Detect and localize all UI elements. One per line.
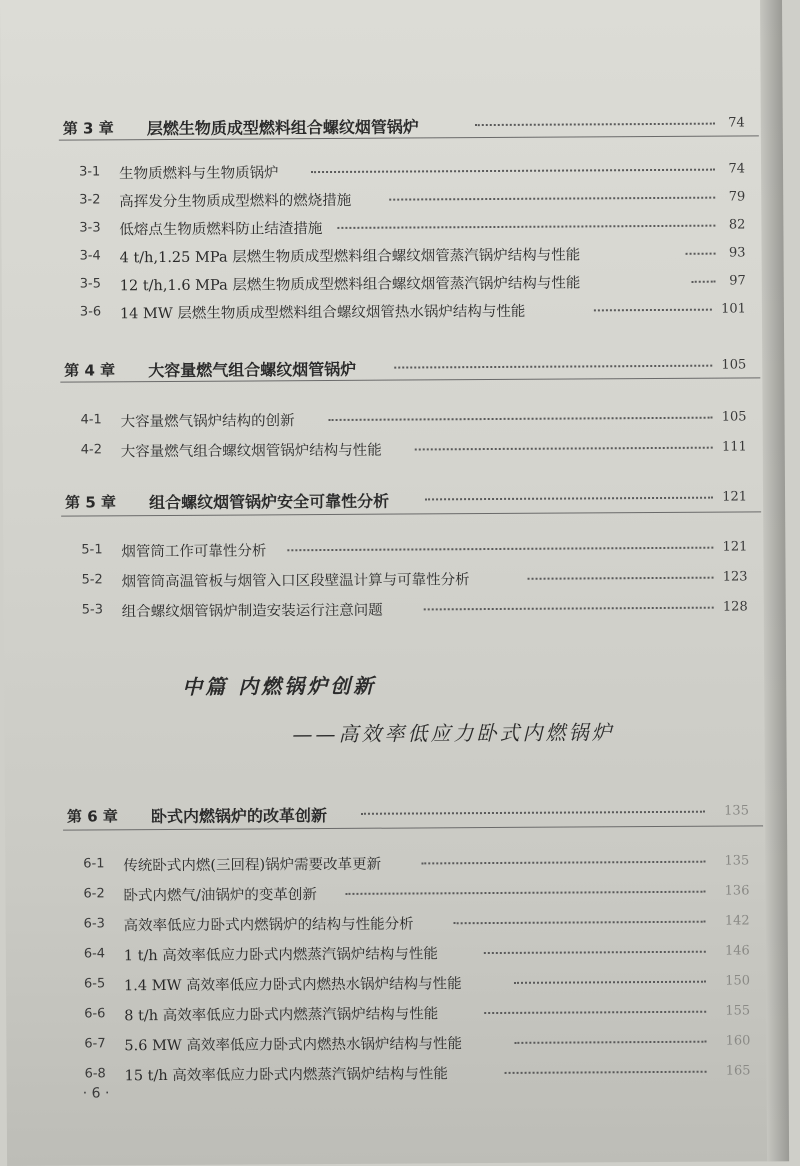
toc-entry-6-7 (6, 1027, 766, 1060)
leader-dots (394, 365, 712, 369)
entry-number: 3-6 (79, 304, 102, 320)
leader-dots (692, 281, 716, 283)
leader-dots (686, 253, 716, 255)
toc-entry-6-6 (6, 997, 766, 1030)
chapter-number: 第 3 章 (62, 119, 114, 138)
chapter-page-number: 121 (722, 489, 748, 505)
leader-dots (389, 197, 715, 201)
leader-dots (361, 811, 705, 815)
entry-number: 4-2 (80, 442, 103, 458)
page-number-footer: · 6 · (82, 1085, 110, 1102)
entry-page-number: 165 (725, 1063, 751, 1079)
chapter-number: 第 6 章 (66, 807, 118, 826)
chapter-title: 卧式内燃锅炉的改革创新 (150, 806, 328, 827)
entry-number: 6-5 (83, 976, 106, 992)
toc-entry-4-1 (2, 403, 762, 436)
leader-dots (594, 309, 712, 312)
entry-number: 6-3 (83, 916, 105, 932)
entry-number: 6-2 (83, 886, 105, 902)
entry-page-number: 146 (724, 943, 750, 959)
entry-page-number: 128 (722, 599, 748, 615)
toc-entry-3-6 (2, 295, 762, 328)
entry-title: 组合螺纹烟管锅炉制造安装运行注意问题 (121, 602, 383, 621)
entry-title: 14 MW 层燃生物质成型燃料组合螺纹烟管热水锅炉结构与性能 (119, 303, 526, 323)
entry-title: 高效率低应力卧式内燃锅炉的结构与性能分析 (123, 916, 414, 935)
leader-dots (514, 1041, 706, 1044)
entry-title: 烟管筒工作可靠性分析 (121, 543, 267, 561)
leader-dots (337, 225, 715, 229)
leader-dots (454, 921, 706, 925)
part-title: 中篇 内燃锅炉创新 (182, 673, 377, 699)
toc-entry-6-3 (6, 907, 766, 940)
entry-page-number: 101 (721, 301, 746, 317)
leader-dots (484, 951, 706, 954)
leader-dots (475, 123, 715, 126)
chapter-title: 大容量燃气组合螺纹烟管锅炉 (148, 359, 357, 381)
entry-title: 卧式内燃气/油锅炉的变革创新 (123, 887, 317, 905)
toc-entry-6-5 (6, 967, 766, 1000)
entry-page-number: 97 (729, 273, 746, 289)
toc-entry-5-3 (4, 593, 764, 626)
entry-title: 传统卧式内燃(三回程)锅炉需要改革更新 (123, 856, 382, 875)
leader-dots (421, 861, 705, 865)
entry-page-number: 160 (725, 1033, 751, 1049)
entry-title: 1.4 MW 高效率低应力卧式内燃热水锅炉结构与性能 (123, 976, 462, 995)
entry-title: 大容量燃气组合螺纹烟管锅炉结构与性能 (120, 442, 382, 461)
leader-dots (528, 577, 714, 580)
entry-title: 生物质燃料与生物质锅炉 (119, 165, 279, 183)
leader-dots (425, 497, 713, 501)
toc-entry-4-2 (3, 433, 763, 466)
chapter-title: 层燃生物质成型燃料组合螺纹烟管锅炉 (146, 117, 419, 139)
entry-title: 4 t/h,1.25 MPa 层燃生物质成型燃料组合螺纹烟管蒸汽锅炉结构与性能 (119, 247, 581, 267)
leader-dots (329, 417, 713, 421)
entry-page-number: 142 (724, 913, 750, 929)
entry-page-number: 111 (721, 439, 747, 455)
toc-entry-6-4 (6, 937, 766, 970)
entry-title: 大容量燃气锅炉结构的创新 (120, 413, 295, 431)
entry-title: 8 t/h 高效率低应力卧式内燃蒸汽锅炉结构与性能 (124, 1006, 439, 1025)
part-subtitle: ——高效率低应力卧式内燃锅炉 (292, 720, 615, 747)
entry-title: 15 t/h 高效率低应力卧式内燃蒸汽锅炉结构与性能 (124, 1066, 448, 1085)
entry-number: 3-2 (79, 192, 101, 208)
entry-number: 6-1 (83, 856, 105, 872)
leader-dots (287, 547, 713, 552)
entry-number: 6-7 (84, 1036, 106, 1052)
toc-entry-5-2 (3, 563, 763, 596)
chapter-number: 第 5 章 (65, 493, 117, 512)
entry-number: 5-1 (81, 542, 103, 558)
entry-page-number: 150 (725, 973, 751, 989)
entry-number: 3-3 (79, 220, 101, 236)
entry-page-number: 136 (724, 883, 750, 899)
entry-page-number: 121 (722, 539, 748, 555)
chapter-page-number: 105 (721, 357, 747, 373)
chapter-number: 第 4 章 (64, 361, 116, 380)
leader-dots (484, 1011, 706, 1014)
toc-entry-6-2 (5, 877, 765, 910)
leader-dots (424, 607, 714, 611)
leader-dots (505, 1071, 707, 1074)
entry-number: 6-6 (84, 1006, 106, 1022)
entry-number: 3-4 (79, 248, 101, 264)
entry-page-number: 123 (722, 569, 748, 585)
entry-number: 3-5 (79, 276, 102, 292)
entry-page-number: 79 (728, 189, 746, 205)
chapter-title: 组合螺纹烟管锅炉安全可靠性分析 (149, 491, 390, 513)
entry-number: 4-1 (80, 412, 102, 428)
toc-entry-6-1 (5, 847, 765, 880)
leader-dots (345, 891, 705, 895)
entry-number: 6-8 (84, 1066, 106, 1082)
entry-page-number: 74 (728, 161, 746, 177)
entry-number: 6-4 (83, 946, 106, 962)
entry-number: 3-1 (79, 164, 101, 180)
leader-dots (415, 447, 713, 451)
leader-dots (514, 981, 706, 984)
entry-number: 5-2 (81, 572, 103, 588)
entry-title: 12 t/h,1.6 MPa 层燃生物质成型燃料组合螺纹烟管蒸汽锅炉结构与性能 (119, 275, 581, 295)
entry-title: 5.6 MW 高效率低应力卧式内燃热水锅炉结构与性能 (124, 1036, 462, 1055)
entry-page-number: 93 (728, 245, 746, 261)
toc-entry-5-1 (3, 533, 763, 566)
entry-page-number: 135 (724, 853, 750, 869)
entry-number: 5-3 (81, 602, 104, 618)
leader-dots (311, 169, 715, 173)
entry-page-number: 82 (728, 217, 746, 233)
toc-entry-6-8 (6, 1057, 766, 1090)
entry-page-number: 155 (725, 1003, 751, 1019)
entry-title: 1 t/h 高效率低应力卧式内燃蒸汽锅炉结构与性能 (123, 946, 438, 965)
chapter-page-number: 74 (728, 115, 745, 131)
entry-page-number: 105 (721, 409, 747, 425)
entry-title: 低熔点生物质燃料防止结渣措施 (119, 221, 323, 239)
chapter-page-number: 135 (724, 803, 750, 819)
entry-title: 烟管筒高温管板与烟管入口区段壁温计算与可靠性分析 (121, 572, 470, 591)
entry-title: 高挥发分生物质成型燃料的燃烧措施 (119, 192, 352, 211)
